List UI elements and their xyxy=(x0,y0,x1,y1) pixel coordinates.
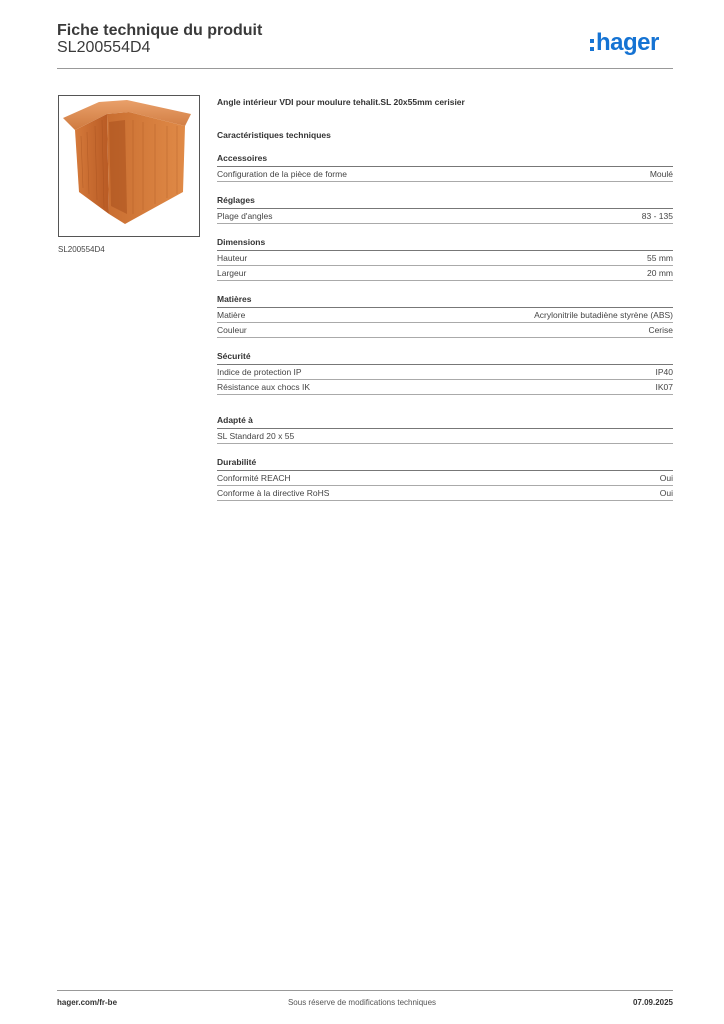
spec-label: Largeur xyxy=(217,268,247,278)
section-accessoires xyxy=(217,153,673,182)
spec-value: Cerise xyxy=(648,325,673,335)
footer-disclaimer: Sous réserve de modifications techniques xyxy=(287,998,437,1007)
characteristics-heading: Caractéristiques techniques xyxy=(217,130,331,140)
section-matieres xyxy=(217,294,673,338)
section-title: Adapté à xyxy=(217,415,673,429)
logo-dots-icon xyxy=(590,39,594,51)
hager-logo xyxy=(590,28,659,58)
page-title: Fiche technique du produit xyxy=(57,22,263,39)
footer-website: hager.com/fr-be xyxy=(57,998,118,1007)
spec-label: Matière xyxy=(217,310,246,320)
spec-value: 55 mm xyxy=(647,253,673,263)
spec-value: Moulé xyxy=(649,169,673,179)
spec-label: Configuration de la pièce de forme xyxy=(217,169,347,179)
section-dimensions xyxy=(217,237,673,281)
spec-panel xyxy=(217,97,673,501)
section-reglages xyxy=(217,195,673,224)
spec-row xyxy=(217,209,673,224)
section-title: Réglages xyxy=(217,195,673,209)
spec-value: 20 mm xyxy=(647,268,673,278)
section-title: Durabilité xyxy=(217,457,673,471)
spec-value: Acrylonitrile butadiène styrène (ABS) xyxy=(534,310,673,320)
footer-divider xyxy=(57,990,673,991)
spec-label: Indice de protection IP xyxy=(217,367,302,377)
section-durabilite xyxy=(217,457,673,501)
product-description: Angle intérieur VDI pour moulure tehalit.SL 20x55mm cerisier xyxy=(217,97,465,107)
logo-text: hager xyxy=(596,29,659,56)
product-image xyxy=(58,95,200,237)
spec-label: SL Standard 20 x 55 xyxy=(217,431,295,441)
product-reference: SL200554D4 xyxy=(57,39,151,56)
spec-row xyxy=(217,323,673,338)
section-title: Accessoires xyxy=(217,153,673,167)
spec-row xyxy=(217,429,673,444)
section-securite xyxy=(217,351,673,395)
spec-row xyxy=(217,486,673,501)
spec-label: Couleur xyxy=(217,325,247,335)
spec-value: Oui xyxy=(659,473,673,483)
spec-value: 83 - 135 xyxy=(641,211,673,221)
spec-row xyxy=(217,471,673,486)
spec-label: Plage d'angles xyxy=(217,211,273,221)
section-title: Dimensions xyxy=(217,237,673,251)
spec-row xyxy=(217,380,673,395)
spec-value: Oui xyxy=(659,488,673,498)
spec-label: Conformité REACH xyxy=(217,473,291,483)
spec-value: IP40 xyxy=(655,367,673,377)
spec-label: Hauteur xyxy=(217,253,248,263)
spec-row xyxy=(217,167,673,182)
section-adapte xyxy=(217,415,673,444)
spec-label: Conforme à la directive RoHS xyxy=(217,488,330,498)
footer-date: 07.09.2025 xyxy=(632,998,673,1007)
image-caption: SL200554D4 xyxy=(58,245,105,254)
spec-row xyxy=(217,308,673,323)
spec-label: Résistance aux chocs IK xyxy=(217,382,311,392)
spec-value: IK07 xyxy=(655,382,673,392)
spec-row xyxy=(217,365,673,380)
section-title: Matières xyxy=(217,294,673,308)
spec-row xyxy=(217,266,673,281)
section-title: Sécurité xyxy=(217,351,673,365)
spec-row xyxy=(217,251,673,266)
corner-moulding-icon xyxy=(59,96,199,236)
header-divider xyxy=(57,68,673,69)
